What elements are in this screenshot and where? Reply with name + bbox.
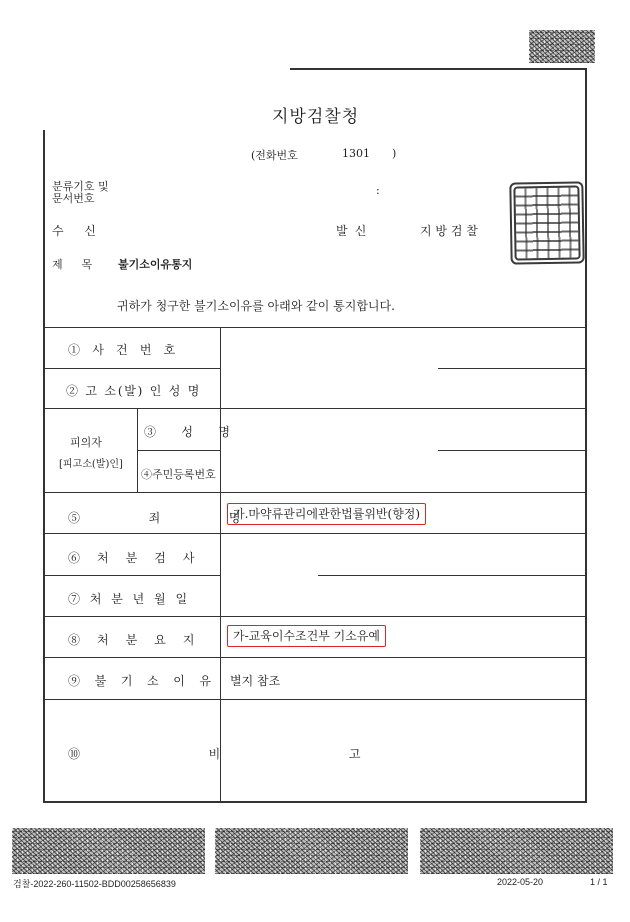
table-row-line [43, 616, 586, 617]
charge-value: 가.마약류관리에관한법률위반(향정) [227, 503, 426, 525]
suspect-label: 피의자 [70, 436, 102, 449]
agency-title: 지방검찰청 [272, 107, 360, 127]
top-border-line [290, 68, 586, 70]
barcode-icon [12, 828, 205, 874]
remarks-label: ⑩ 비 고 [68, 747, 423, 761]
prosecutor-label: ⑥ 처 분 검 사 [68, 551, 202, 565]
table-row-line [43, 408, 586, 409]
table-row-line [137, 450, 220, 451]
intro-text: 귀하가 청구한 불기소이유를 아래와 같이 통지합니다. [117, 299, 395, 313]
table-column-line [137, 408, 138, 492]
table-row-line [43, 575, 220, 576]
case-number-label: ① 사 건 번 호 [68, 343, 180, 357]
footer-page: 1 / 1 [590, 877, 608, 887]
doc-number-label-1: 분류기호 및 [52, 180, 109, 193]
table-column-line [220, 327, 221, 802]
doc-number-label-2: 문서번호 [52, 192, 95, 205]
barcode-icon [215, 828, 408, 874]
table-row-line [43, 699, 586, 700]
subject-label: 제 목 [52, 258, 100, 271]
bottom-border-line [43, 801, 587, 803]
subject-value: 불기소이유통지 [118, 258, 193, 271]
suspect-name-label: ③ 성 명 [144, 425, 241, 439]
table-row-line [43, 533, 586, 534]
table-top-line [43, 327, 586, 328]
right-border-line [585, 68, 587, 802]
phone-number: 1301 [342, 147, 370, 160]
footer-date: 2022-05-20 [497, 877, 544, 887]
doc-number-value: : [376, 184, 380, 197]
table-row-line [438, 450, 586, 451]
charge-label: ⑤ 죄 명 [68, 511, 273, 525]
table-row-line [43, 657, 586, 658]
disposition-summary-label: ⑧ 처 분 요 지 [68, 633, 202, 647]
sender-value: 지 방 검 찰 [420, 224, 478, 238]
official-seal-icon [509, 181, 584, 264]
recipient-label: 수 신 [52, 224, 105, 238]
disposition-summary-value: 가-교육이수조건부 기소유예 [227, 625, 386, 647]
reason-value: 별지 참조 [230, 674, 281, 688]
sender-label: 발신 [336, 224, 374, 238]
phone-suffix: ) [392, 147, 397, 160]
footer-doc-id: 검찰-2022-260-11502-BDD00258656839 [13, 879, 176, 889]
reason-label: ⑨ 불 기 소 이 유 [68, 674, 217, 688]
table-row-line [438, 368, 586, 369]
table-row-line [43, 368, 220, 369]
top-barcode-icon [529, 30, 595, 63]
table-row-line [318, 575, 586, 576]
suspect-id-label: ④주민등록번호 [141, 468, 216, 481]
table-row-line [43, 492, 586, 493]
disposition-date-label: ⑦ 처 분 년 월 일 [68, 592, 191, 606]
left-border-line [43, 130, 45, 802]
phone-prefix: (전화번호 [251, 149, 298, 162]
barcode-icon [420, 828, 613, 874]
complainant-label: ② 고 소(발) 인 성 명 [66, 384, 202, 398]
suspect-label-bracket: [피고소(발)인] [59, 459, 123, 470]
